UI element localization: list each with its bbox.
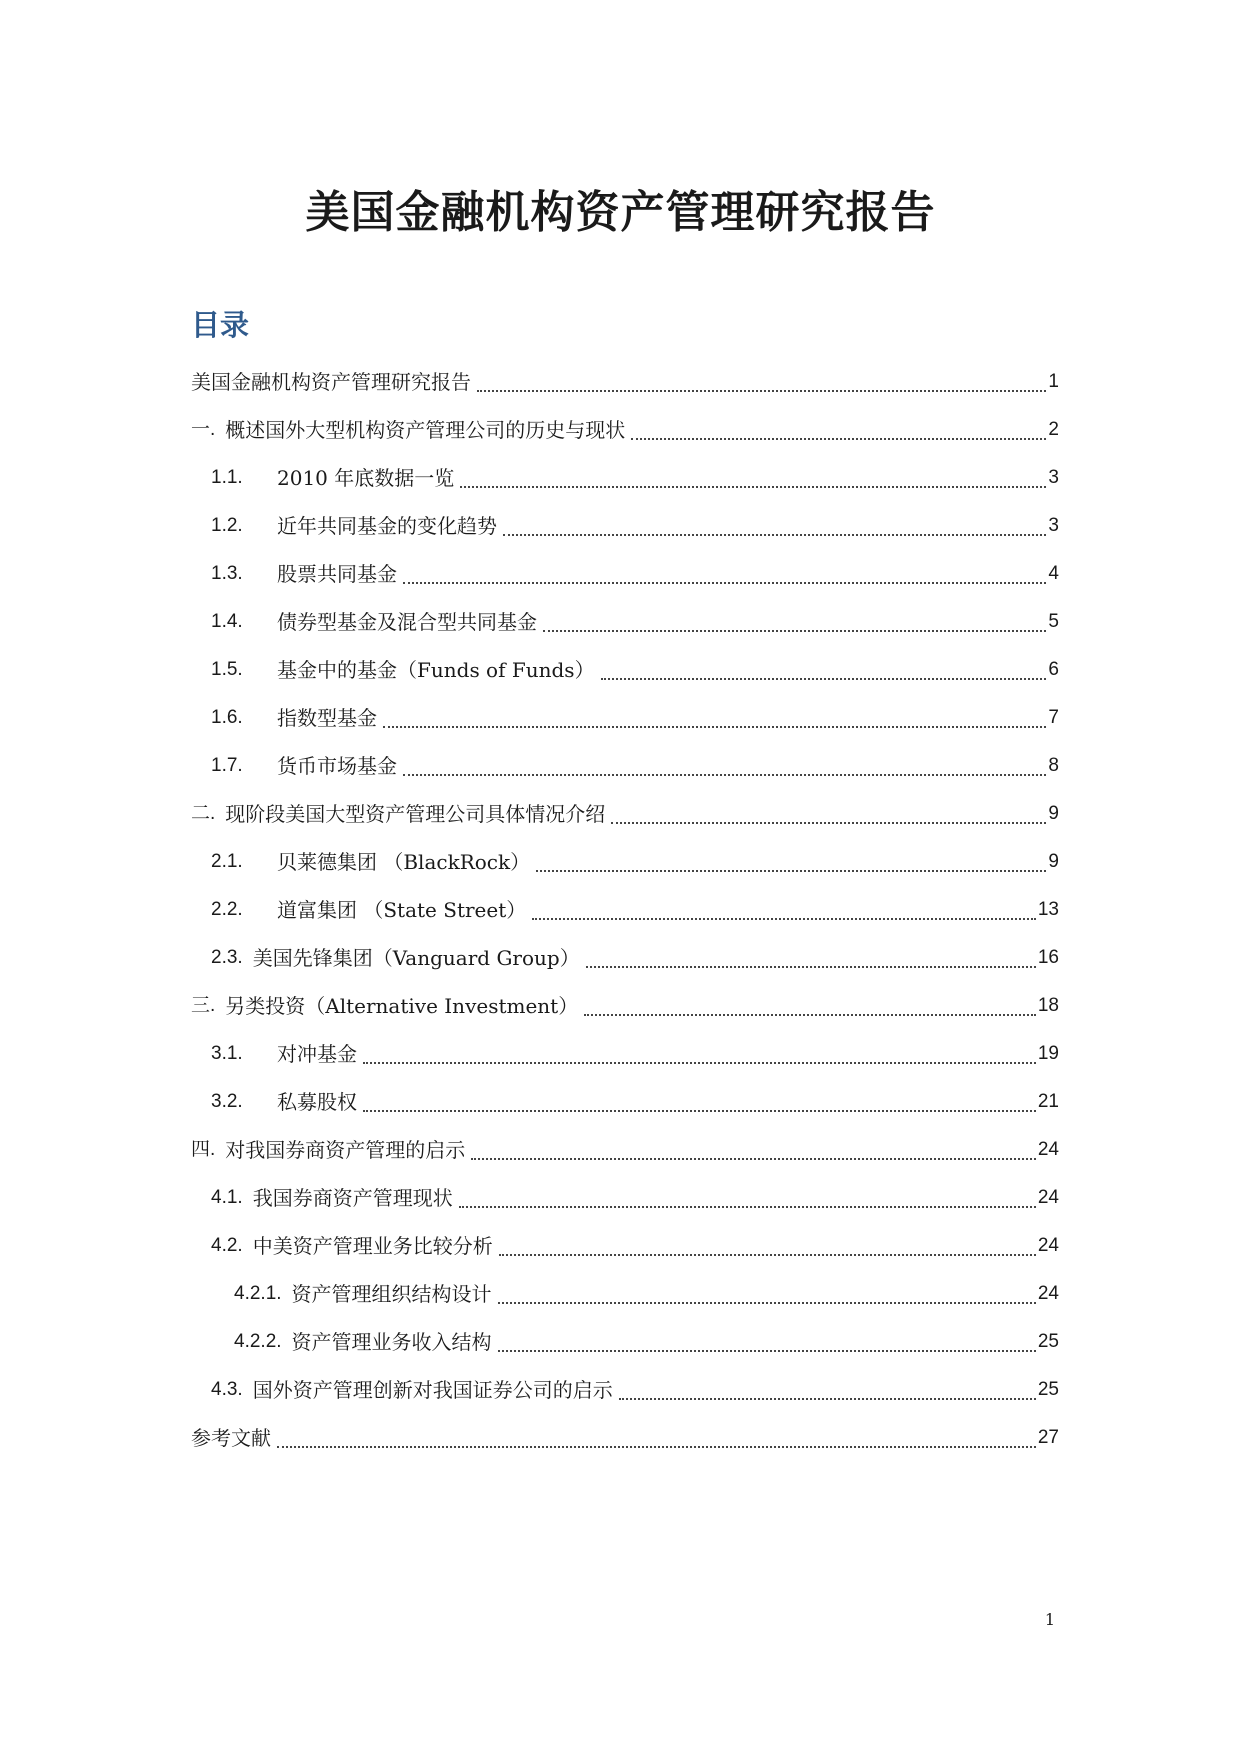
toc-entry-title: 贝莱德集团 （BlackRock） (277, 850, 531, 874)
toc-entry[interactable] (191, 694, 1059, 742)
toc-entry-number: 2.3. (211, 947, 243, 968)
toc-entry-number: 4.2. (211, 1235, 243, 1256)
toc-heading: 目录 (191, 308, 250, 342)
toc-entry-page: 25 (1037, 1379, 1059, 1400)
toc-leader-dots (611, 816, 1046, 824)
toc-leader-dots (586, 960, 1036, 968)
toc-entry-page: 24 (1037, 1283, 1059, 1304)
toc-entry-title: 近年共同基金的变化趋势 (277, 514, 497, 538)
table-of-contents (191, 358, 1059, 1462)
toc-entry-page: 27 (1037, 1427, 1059, 1448)
toc-entry-number: 3.1. (211, 1043, 243, 1064)
toc-entry[interactable] (191, 454, 1059, 502)
toc-entry-number: 3.2. (211, 1091, 243, 1112)
toc-entry[interactable] (191, 790, 1059, 838)
toc-entry-page: 7 (1048, 707, 1059, 728)
toc-entry-number: 2.2. (211, 899, 243, 920)
toc-entry-title: 2010 年底数据一览 (277, 466, 455, 490)
toc-entry-page: 16 (1037, 947, 1059, 968)
toc-entry[interactable] (191, 1414, 1059, 1462)
toc-entry-title: 美国金融机构资产管理研究报告 (191, 370, 471, 394)
toc-entry-number: 三. (191, 995, 216, 1016)
toc-leader-dots (498, 1344, 1036, 1352)
toc-entry-number: 4.2.2. (234, 1331, 282, 1352)
toc-entry-number: 二. (191, 803, 216, 824)
toc-entry[interactable] (191, 982, 1059, 1030)
toc-entry-page: 24 (1037, 1235, 1059, 1256)
toc-entry-number: 1.3. (211, 563, 243, 584)
toc-entry-title: 私募股权 (277, 1090, 357, 1114)
toc-entry-page: 18 (1037, 995, 1059, 1016)
toc-leader-dots (460, 480, 1046, 488)
toc-leader-dots (471, 1152, 1036, 1160)
toc-entry-page: 25 (1037, 1331, 1059, 1352)
toc-entry-title: 我国券商资产管理现状 (252, 1186, 453, 1210)
toc-entry-number: 2.1. (211, 851, 243, 872)
toc-entry[interactable] (191, 1126, 1059, 1174)
toc-leader-dots (403, 576, 1046, 584)
toc-entry-page: 9 (1048, 803, 1059, 824)
toc-entry-page: 24 (1037, 1139, 1059, 1160)
toc-leader-dots (584, 1008, 1036, 1016)
toc-entry-number: 1.5. (211, 659, 243, 680)
toc-leader-dots (277, 1440, 1036, 1448)
toc-entry[interactable] (191, 1174, 1059, 1222)
toc-entry-number: 1.1. (211, 467, 243, 488)
document-title: 美国金融机构资产管理研究报告 (305, 187, 936, 238)
toc-entry-number: 4.1. (211, 1187, 243, 1208)
toc-leader-dots (532, 912, 1036, 920)
toc-leader-dots (363, 1104, 1036, 1112)
toc-entry[interactable] (191, 1366, 1059, 1414)
toc-leader-dots (477, 384, 1046, 392)
toc-entry-page: 3 (1048, 467, 1059, 488)
toc-leader-dots (403, 768, 1046, 776)
toc-entry-title: 道富集团 （State Street） (277, 898, 527, 922)
toc-entry[interactable] (191, 406, 1059, 454)
toc-entry-title: 中美资产管理业务比较分析 (252, 1234, 493, 1258)
toc-entry-title: 指数型基金 (277, 706, 377, 730)
toc-leader-dots (503, 528, 1046, 536)
toc-entry-page: 2 (1048, 419, 1059, 440)
toc-entry-title: 对冲基金 (277, 1042, 357, 1066)
toc-leader-dots (459, 1200, 1036, 1208)
toc-leader-dots (363, 1056, 1036, 1064)
toc-leader-dots (619, 1392, 1036, 1400)
toc-entry[interactable] (191, 358, 1059, 406)
toc-entry-number: 1.6. (211, 707, 243, 728)
toc-entry-title: 参考文献 (191, 1426, 271, 1450)
toc-entry[interactable] (191, 838, 1059, 886)
toc-entry[interactable] (191, 502, 1059, 550)
toc-entry[interactable] (191, 1318, 1059, 1366)
toc-entry-title: 另类投资（Alternative Investment） (225, 994, 579, 1018)
toc-entry[interactable] (191, 1030, 1059, 1078)
toc-entry[interactable] (191, 742, 1059, 790)
toc-entry-page: 9 (1048, 851, 1059, 872)
toc-leader-dots (631, 432, 1046, 440)
toc-leader-dots (536, 864, 1046, 872)
toc-entry[interactable] (191, 598, 1059, 646)
toc-entry-title: 现阶段美国大型资产管理公司具体情况介绍 (225, 802, 606, 826)
toc-entry-title: 资产管理组织结构设计 (291, 1282, 492, 1306)
toc-entry[interactable] (191, 1222, 1059, 1270)
toc-leader-dots (543, 624, 1046, 632)
toc-entry-number: 4.2.1. (234, 1283, 282, 1304)
toc-entry[interactable] (191, 886, 1059, 934)
toc-entry-number: 1.2. (211, 515, 243, 536)
toc-leader-dots (499, 1248, 1036, 1256)
toc-entry-number: 1.7. (211, 755, 243, 776)
toc-entry[interactable] (191, 646, 1059, 694)
page-number: 1 (1044, 1610, 1055, 1629)
toc-entry-title: 股票共同基金 (277, 562, 397, 586)
toc-leader-dots (383, 720, 1046, 728)
toc-entry-number: 一. (191, 419, 216, 440)
toc-entry-page: 8 (1048, 755, 1059, 776)
toc-entry-title: 对我国券商资产管理的启示 (225, 1138, 466, 1162)
toc-entry[interactable] (191, 1078, 1059, 1126)
toc-entry-title: 债券型基金及混合型共同基金 (277, 610, 537, 634)
toc-entry-page: 13 (1037, 899, 1059, 920)
toc-entry-title: 基金中的基金（Funds of Funds） (277, 658, 595, 682)
toc-entry-page: 1 (1048, 371, 1059, 392)
toc-entry-title: 概述国外大型机构资产管理公司的历史与现状 (225, 418, 626, 442)
toc-entry-page: 21 (1037, 1091, 1059, 1112)
toc-leader-dots (601, 672, 1047, 680)
toc-entry-title: 货币市场基金 (277, 754, 397, 778)
toc-entry[interactable] (191, 550, 1059, 598)
toc-entry-title: 资产管理业务收入结构 (291, 1330, 492, 1354)
toc-entry-number: 1.4. (211, 611, 243, 632)
toc-leader-dots (498, 1296, 1036, 1304)
toc-entry[interactable] (191, 1270, 1059, 1318)
toc-entry-page: 3 (1048, 515, 1059, 536)
toc-entry-number: 4.3. (211, 1379, 243, 1400)
toc-entry-page: 19 (1037, 1043, 1059, 1064)
toc-entry-page: 4 (1048, 563, 1059, 584)
toc-entry-number: 四. (191, 1139, 216, 1160)
toc-entry-title: 美国先锋集团（Vanguard Group） (252, 946, 580, 970)
toc-entry[interactable] (191, 934, 1059, 982)
toc-entry-title: 国外资产管理创新对我国证券公司的启示 (252, 1378, 613, 1402)
toc-entry-page: 6 (1048, 659, 1059, 680)
toc-entry-page: 5 (1048, 611, 1059, 632)
toc-entry-page: 24 (1037, 1187, 1059, 1208)
